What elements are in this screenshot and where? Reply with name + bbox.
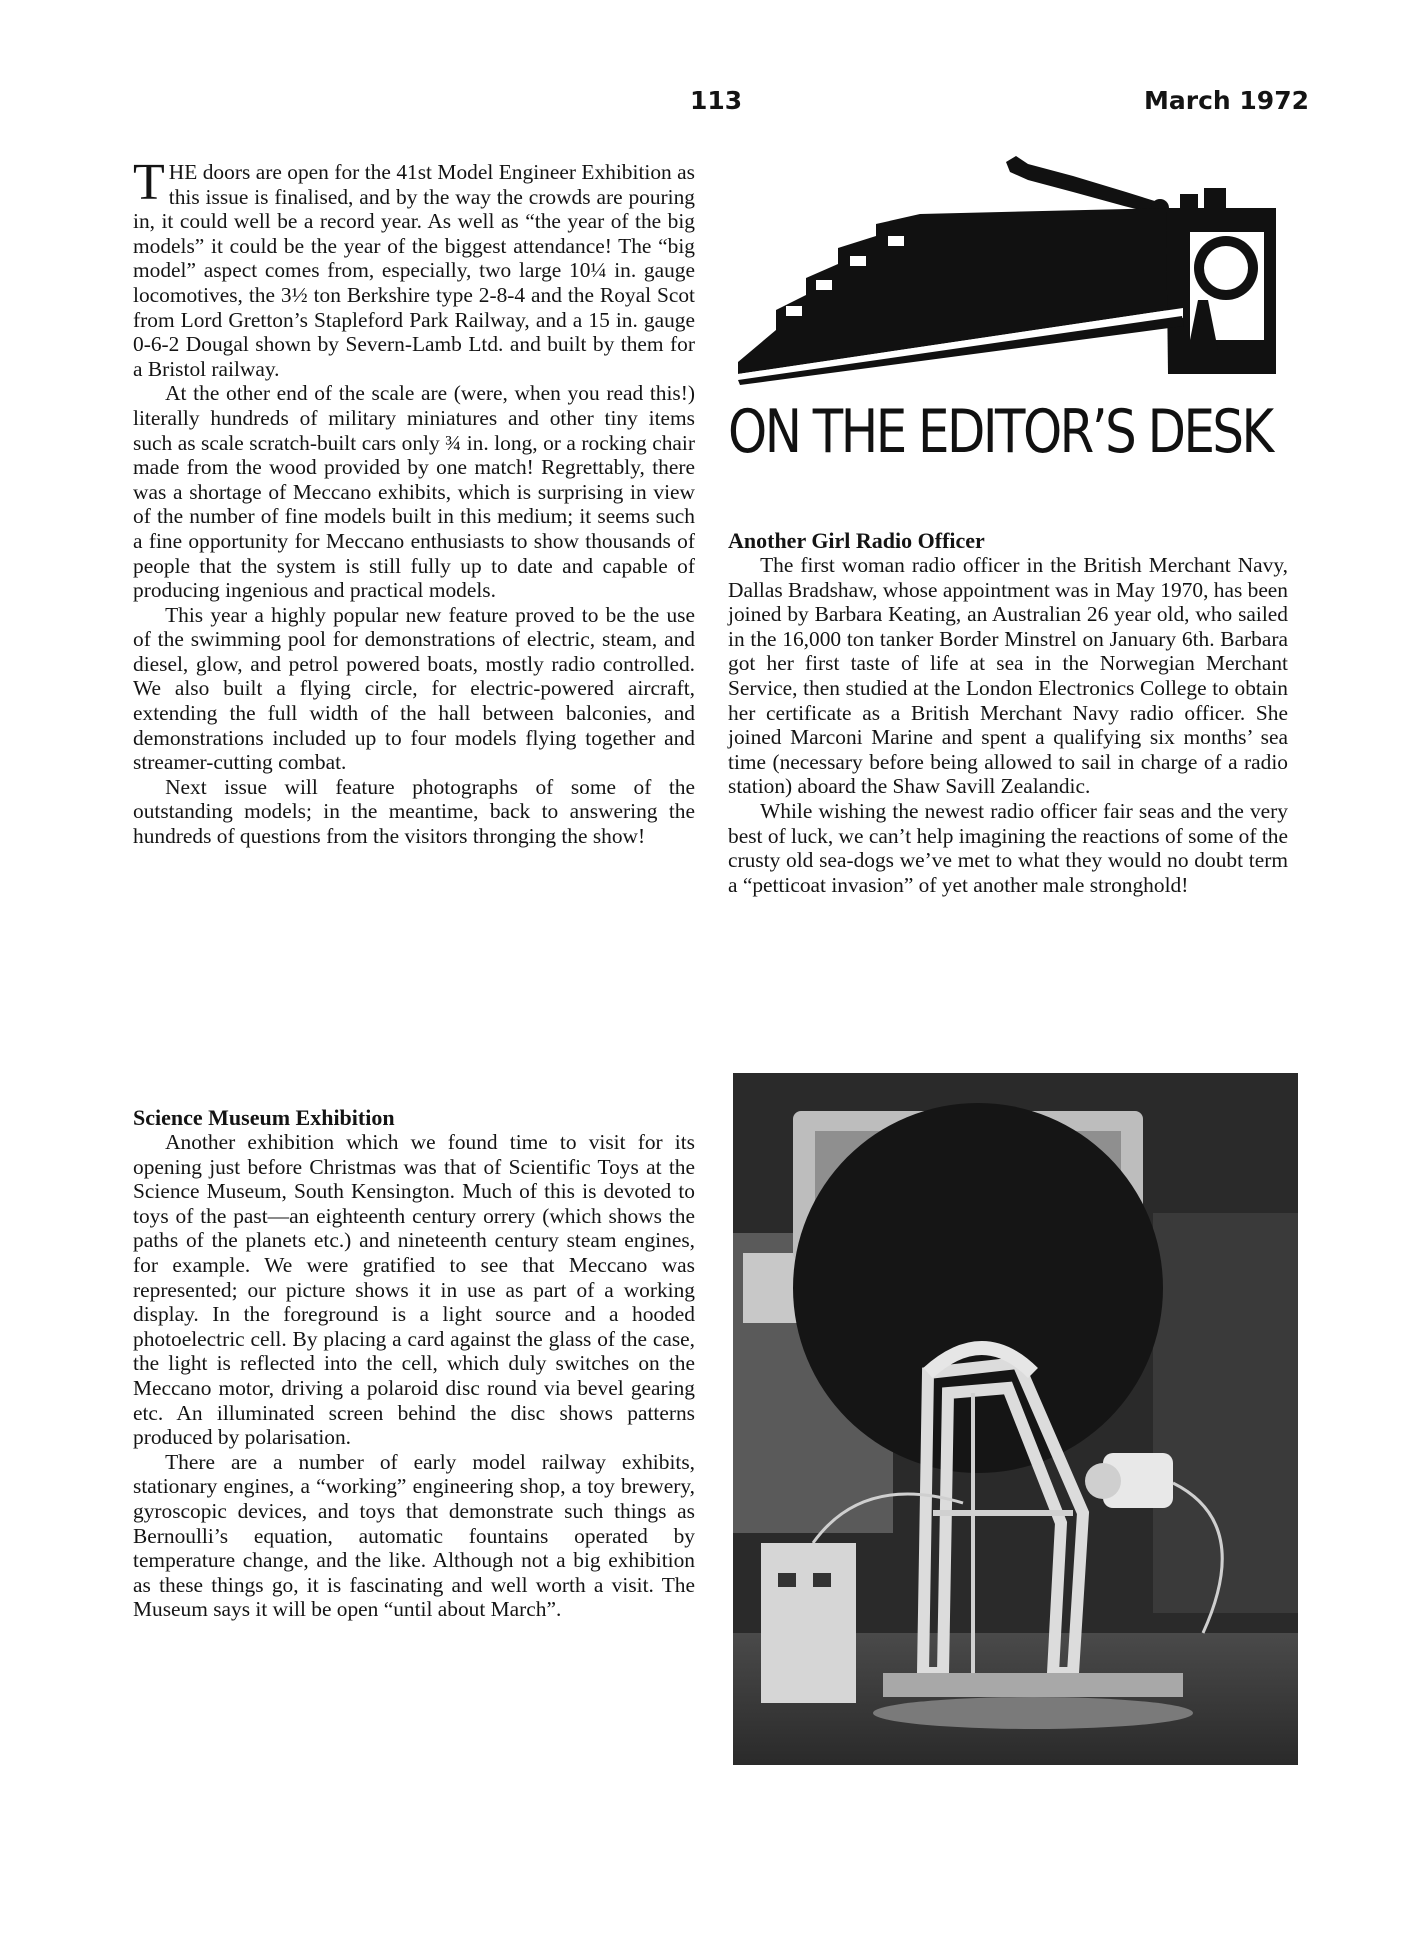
meccano-display-photo <box>733 1073 1298 1765</box>
issue-date: March 1972 <box>1144 86 1309 115</box>
photo-illustration <box>733 1073 1298 1765</box>
radio-officer-paragraph-2: While wishing the newest radio officer fair seas and the very best of luck, we can’t help imagining the reactions of some of the crusty old sea-dogs we’ve met to what they would no doubt term a “petticoat invasion” of yet another male stronghold! <box>728 798 1288 897</box>
drop-cap: T <box>133 154 165 211</box>
intro-paragraph-1: THE doors are open for the 41st Model Engineer Exhibition as this issue is finalised, and by the way the crowds are pouring in, it could well be a record year. As well as “the year of the big models” it could be the year of the biggest attendance! The “big model” aspect comes from, especially, two large 10¼ in. gauge locomotives, the 3½ ton Berkshire type 2-8-4 and the Royal Scot from Lord Gretton’s Stapleford Park Railway, and a 15 in. gauge 0-6-2 Dougal shown by Severn-Lamb Ltd. and built by them for a Bristol railway. <box>133 154 695 381</box>
science-museum-paragraph-1: Another exhibition which we found time to visit for its opening just before Christmas was that of Scientific Toys at the Science Museum, South Kensington. Much of this is devoted to toys of the past—an eighteenth century orrery (which shows the paths of the planets etc.) and nineteenth century steam engines, for example. We were gratified to see that Meccano was represented; our picture shows it in use as part of a working display. In the foreground is a light source and a hooded photoelectric cell. By placing a card against the glass of the case, the light is reflected into the cell, which duly switches on the Meccano motor, driving a polaroid disc round via bevel gearing etc. An illuminated screen behind the disc shows patterns produced by polarisation. <box>133 1130 695 1450</box>
radio-officer-article <box>728 528 1288 897</box>
intro-article <box>133 154 695 849</box>
page-number: 113 <box>690 86 743 115</box>
intro-paragraph-2: At the other end of the scale are (were, when you read this!) literally hundreds of military miniatures and other tiny items such as scale scratch-built cars only ¾ in. long, or a rocking chair made from the wood provided by one match! Regrettably, there was a shortage of Meccano exhibits, which is surprising in view of the number of fine models built in this medium; it seems such a fine opportunity for Meccano enthusiasts to show thousands of people that the system is still fully up to date and capable of producing ingenious and practical models. <box>133 381 695 603</box>
radio-officer-heading: Another Girl Radio Officer <box>728 528 985 553</box>
science-museum-paragraph-2: There are a number of early model railway exhibits, stationary engines, a “working” engineering shop, a toy brewery, gyroscopic devices, and toys that demonstrate such things as Bernoulli’s equation, automatic fountains operated by temperature change, and the like. Although not a big exhibition as these things go, it is fascinating and well worth a visit. The Museum says it will be open “until about March”. <box>133 1449 695 1622</box>
radio-officer-paragraph-1: The first woman radio officer in the British Merchant Navy, Dallas Bradshaw, whose appointment was in May 1970, has been joined by Barbara Keating, an Australian 26 year old, who sailed in the 16,000 ton tanker Border Minstrel on January 6th. Barbara got her first taste of life at sea in the Norwegian Merchant Service, then studied at the London Electronics College to obtain her certificate as a British Merchant Navy radio officer. She joined Marconi Marine and spent a qualifying six months’ sea time (necessary before being allowed to sail in charge of a radio station) aboard the Shaw Savill Zealandic. <box>728 553 1288 799</box>
masthead-title: ON THE EDITOR’S DESK <box>728 397 1272 467</box>
typewriter-icon <box>728 150 1288 385</box>
intro-paragraph-3: This year a highly popular new feature proved to be the use of the swimming pool for demonstrations of electric, steam, and diesel, glow, and petrol powered boats, mostly radio controlled. We also built a flying circle, for electric-powered aircraft, extending the full width of the hall between balconies, and demonstrations included up to four models flying together and streamer-cutting combat. <box>133 602 695 775</box>
intro-paragraph-4: Next issue will feature photographs of some of the outstanding models; in the meantime, back to answering the hundreds of questions from the visitors thronging the show! <box>133 774 695 849</box>
science-museum-article <box>133 1105 695 1622</box>
science-museum-heading: Science Museum Exhibition <box>133 1105 395 1130</box>
